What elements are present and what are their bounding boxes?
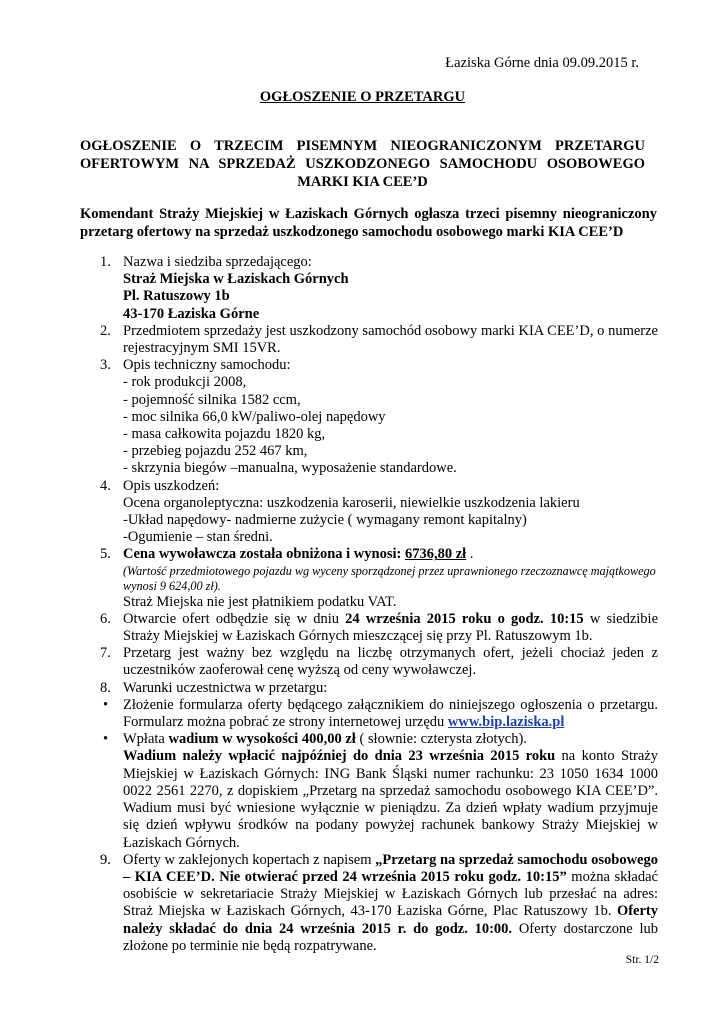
spec-line: - rok produkcji 2008, — [123, 374, 247, 391]
terms-list — [100, 254, 658, 955]
seller-label: Nazwa i siedziba sprzedającego: — [123, 254, 312, 270]
seller-street: Pl. Ratuszowy 1b — [123, 288, 230, 305]
page-number: Str. 1/2 — [625, 954, 659, 966]
item-number: 5. — [100, 546, 111, 563]
title-line-3: MARKI KIA CEE’D — [297, 174, 428, 190]
list-item-seller — [100, 254, 658, 323]
document-title — [80, 137, 645, 191]
bullet-icon: • — [103, 696, 109, 713]
offers-mid: można składać osobiście w sekretariacie Straży Miejskiej w Łaziskach Górnych lub przesłać na adres: Straż Miejska w Łaziskach Górnych, 43-170 Łaziska Górne, Plac Ratuszowy 1b. — [123, 868, 658, 920]
price-label: Cena wywoławcza została obniżona i wynosi: — [123, 546, 402, 563]
envelope-inscription: „Przetarg na sprzedaż samochodu osobowego – KIA CEE’D. Nie otwierać przed 24 września 2015 roku godz. 10:15” — [123, 851, 658, 885]
validity-text: Przetarg jest ważny bez względu na liczbę otrzymanych ofert, jeżeli chociaż jeden z uczestników zaoferował cenę wyższą od ceny wywoławczej. — [123, 645, 658, 679]
spec-line: - przebieg pojazdu 252 467 km, — [123, 443, 308, 460]
opening-date: 24 września 2015 roku o godz. 10:15 — [345, 610, 584, 627]
list-item-damage — [100, 478, 658, 547]
item-number: 9. — [100, 851, 111, 868]
list-item-opening — [100, 611, 658, 645]
list-item-subject — [100, 323, 658, 357]
offers-deadline: Oferty należy składać do dnia 24 września 2015 r. do godz. 10:00. — [123, 903, 658, 937]
deposit-pre: Wpłata — [123, 731, 169, 748]
item-number: 2. — [100, 322, 111, 339]
intro-paragraph: Komendant Straży Miejskiej w Łaziskach Górnych ogłasza trzeci pisemny nieograniczony przetarg ofertowy na sprzedaż uszkodzonego samochodu osobowego marki KIA CEE’D — [80, 206, 657, 240]
document-date: Łaziska Górne dnia 09.09.2015 r. — [445, 55, 639, 71]
condition-form — [100, 697, 658, 731]
title-line-2: OFERTOWYM NA SPRZEDAŻ USZKODZONEGO SAMOCHODU OSOBOWEGO — [80, 156, 645, 172]
list-item-conditions — [100, 680, 658, 697]
damage-label: Opis uszkodzeń: — [123, 477, 220, 494]
bullet-icon: • — [103, 731, 109, 748]
damage-line: -Ogumienie – stan średni. — [123, 529, 273, 546]
list-item-price — [100, 546, 658, 610]
vat-note: Straż Miejska nie jest płatnikiem podatku VAT. — [123, 593, 397, 610]
damage-line: Ocena organoleptyczna: uszkodzenia karoserii, niewielkie uszkodzenia lakieru — [123, 494, 580, 511]
technical-label: Opis techniczny samochodu: — [123, 357, 291, 374]
list-item-offers — [100, 852, 658, 955]
spec-line: - moc silnika 66,0 kW/paliwo-olej napędowy — [123, 408, 386, 425]
list-item-validity — [100, 645, 658, 679]
spec-line: - pojemność silnika 1582 ccm, — [123, 391, 301, 408]
item-number: 7. — [100, 645, 111, 662]
seller-city: 43-170 Łaziska Górne — [123, 305, 260, 322]
list-item-technical — [100, 357, 658, 477]
item-number: 4. — [100, 477, 111, 494]
opening-pre: Otwarcie ofert odbędzie się w dniu — [123, 610, 346, 627]
valuation-note: (Wartość przedmiotowego pojazdu wg wyceny sporządzonej przez uprawnionego rzeczoznawcę majątkowego wynosi 9 624,00 zł). — [123, 563, 656, 593]
document-heading: OGŁOSZENIE O PRZETARGU — [259, 89, 466, 105]
form-text: Złożenie formularza oferty będącego załącznikiem do niniejszego ogłoszenia o przetargu. Formularz można pobrać ze strony internetowej urzędu — [123, 696, 658, 731]
conditions-label: Warunki uczestnictwa w przetargu: — [123, 679, 328, 696]
opening-post: w siedzibie Straży Miejskiej w Łaziskach Górnych mieszczącej się przy Pl. Ratuszowym 1b. — [123, 610, 659, 645]
condition-deposit — [100, 731, 658, 851]
item-number: 1. — [100, 254, 111, 270]
deposit-amount: wadium w wysokości 400,00 zł — [168, 731, 356, 748]
deposit-post: ( słownie: czterysta złotych). — [355, 731, 527, 748]
item-number: 3. — [100, 357, 111, 374]
damage-line: -Układ napędowy- nadmierne zużycie ( wymagany remont kapitalny) — [123, 512, 527, 529]
spec-line: - masa całkowita pojazdu 1820 kg, — [123, 426, 326, 443]
deposit-deadline: Wadium należy wpłacić najpóźniej do dnia 23 września 2015 roku — [123, 748, 556, 765]
bip-link[interactable]: www.bip.laziska.pl — [447, 714, 565, 731]
offers-post: Oferty dostarczone lub złożone po terminie nie będą rozpatrywane. — [123, 920, 658, 954]
item-number: 6. — [100, 610, 111, 627]
deposit-details: na konto Straży Miejskiej w Łaziskach Górnych: ING Bank Śląski numer rachunku: 23 1050 1634 1000 0022 2561 2270, z dopiskiem „Przetarg na sprzedaż samochodu osobowego KIA CEE’D”. Wadium musi być wniesione wyłącznie w pieniądzu. Za dzień wpłaty wadium przyjmuje się dzień wpływu środków na podany powyżej rachunek bankowy Straży Miejskiej w Łaziskach Górnych. — [123, 748, 658, 851]
subject-text: Przedmiotem sprzedaży jest uszkodzony samochód osobowy marki KIA CEE’D, o numerze rejestracyjnym SMI 15VR. — [123, 322, 658, 357]
price-value: 6736,80 zł — [404, 546, 467, 563]
price-end: . — [466, 546, 474, 563]
item-number: 8. — [100, 679, 111, 696]
seller-name: Straż Miejska w Łaziskach Górnych — [123, 271, 349, 288]
spec-line: - skrzynia biegów –manualna, wyposażenie standardowe. — [123, 460, 457, 477]
title-line-1: OGŁOSZENIE O TRZECIM PISEMNYM NIEOGRANICZONYM PRZETARGU — [80, 138, 645, 154]
offers-pre: Oferty w zaklejonych kopertach z napisem — [123, 851, 376, 868]
